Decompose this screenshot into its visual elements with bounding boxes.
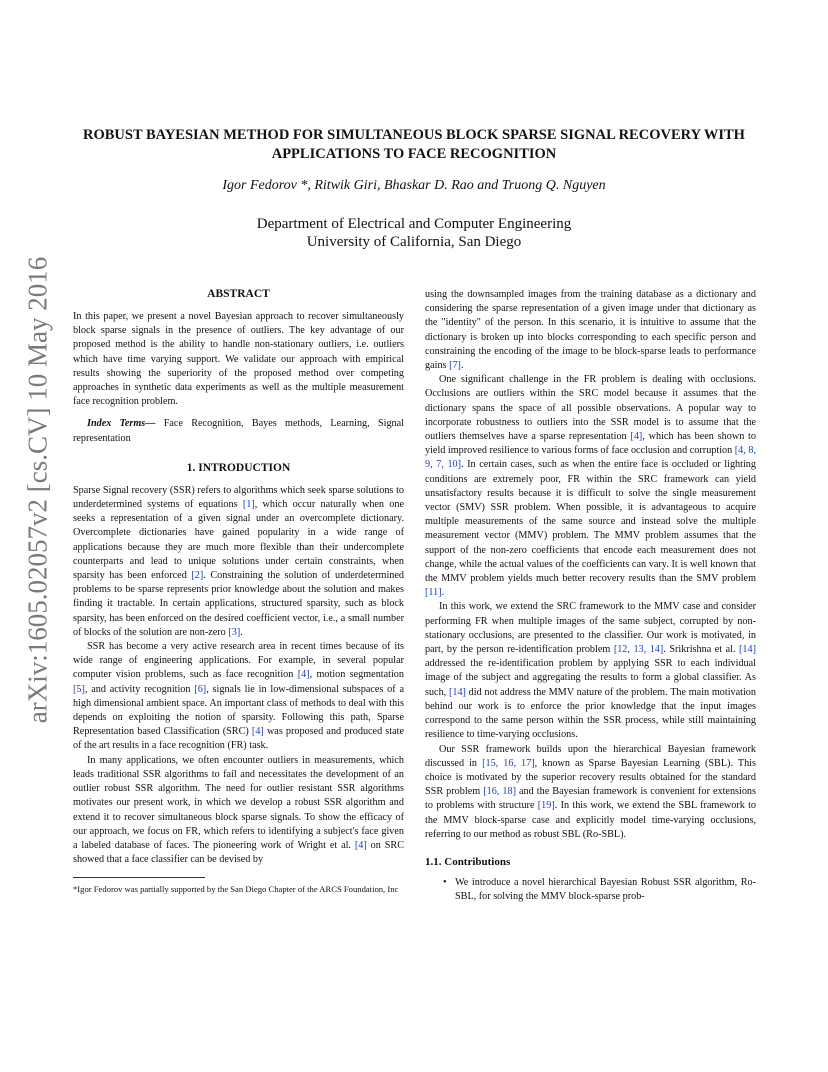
citation-link[interactable]: [3]	[228, 626, 241, 638]
paragraph-text: . In this work, we extend the SBL framework to the MMV block-sparse case and explicitly model time-varying occlusions, referring to our method as robust SBL (Ro-SBL).	[425, 800, 757, 840]
citation-link[interactable]: [14]	[448, 686, 466, 698]
author-list: Igor Fedorov *, Ritwik Giri, Bhaskar D. Rao and Truong Q. Nguyen	[222, 178, 606, 193]
paragraph-text: In this work, we extend the SRC framework to the MMV case and consider performing FR when multiple images of the same subject, corrupted by non-stationary occlusions, are presented to the classifier. Our work is motivated, in part, by the person re-identification problem	[425, 601, 756, 656]
index-terms-text: Face Recognition, Bayes methods, Learning, Signal representation	[73, 418, 404, 444]
affiliation	[80, 215, 748, 251]
list-item	[443, 876, 756, 904]
contribution-text: We introduce a novel hierarchical Bayesian Robust SSR algorithm, Ro-SBL, for solving the MMV block-sparse prob-	[455, 876, 756, 903]
paragraph-text: . Srikrishna et al.	[663, 644, 739, 656]
paragraph-text: .	[441, 587, 445, 599]
paragraph-text: , which occur naturally when one seeks a representation of a given signal under an overcomplete dictionary. Overcomplete dictionaries have gained popularity in a wide range of applications because they are much more flexible than their undercomplete counterparts and lead to unique solutions under certain constraints, when sparsity has been enforced	[73, 499, 404, 582]
paragraph-text: , known as Sparse Bayesian Learning (SBL). This choice is motivated by the superior recovery results obtained for the standard SSR problem	[425, 757, 756, 798]
paragraph-text: addressed the re-identification problem by applying SSR to each individual image of the subject and aggregating the results to form a global classifier. As such,	[425, 658, 756, 698]
intro-paragraph-4	[425, 288, 756, 373]
contributions-heading: 1.1. Contributions	[425, 855, 511, 868]
citation-link[interactable]: [4]	[251, 726, 264, 738]
citation-link[interactable]: [4]	[354, 839, 367, 851]
paragraph-text: and the Bayesian framework is convenient for extensions to problems with structure	[425, 786, 756, 812]
abstract-text: In this paper, we present a novel Bayesian approach to recover simultaneously block sparse signals in the presence of outliers. The key advantage of our proposed method is the ability to handle non-stationary outliers, i.e. outliers which have time varying support. We validate our approach with empirical results showing the superiority of the proposed method over competing approaches in synthetic data experiments as well as the multiple measurement face recognition problem.	[73, 311, 404, 408]
paragraph-text: . Constraining the solution of underdetermined problems to be sparse represents prior knowledge about the solution and makes finding it tractable. In certain applications, structured sparsity, such as block sparsity, has been enforced on the desired coefficient vector, i.e., a small number of blocks of the solution are non-zero	[73, 570, 404, 638]
footnote: *Igor Fedorov was partially supported by the San Diego Chapter of the ARCS Foundation, Inc	[73, 884, 399, 895]
paragraph-text: on SRC showed that a face classifier can be devised by	[73, 839, 404, 866]
arxiv-identifier-stamp	[18, 256, 58, 724]
citation-link[interactable]: [16, 18]	[483, 786, 516, 798]
affiliation-university: University of California, San Diego	[306, 234, 522, 250]
right-column	[425, 288, 756, 904]
citation-link[interactable]: [4]	[297, 669, 310, 681]
citation-link[interactable]: [6]	[194, 683, 207, 695]
paper-title: ROBUST BAYESIAN METHOD FOR SIMULTANEOUS BLOCK SPARSE SIGNAL RECOVERY WITH APPLICATIONS TO FACE RECOGNITION	[83, 127, 745, 162]
intro-paragraph-1	[73, 484, 404, 640]
citation-link[interactable]: [2]	[191, 570, 204, 582]
paragraph-text: , motion segmentation	[309, 669, 404, 681]
intro-paragraph-2	[73, 640, 404, 754]
paragraph-text: , signals lie in low-dimensional subspaces of a high dimensional ambient space. An important class of methods to deal with this depends on exploiting the notion of sparsity. Following this path, Sparse Representation based Classification (SRC)	[73, 683, 404, 738]
introduction-heading: 1. INTRODUCTION	[186, 461, 291, 474]
citation-link[interactable]: [4, 8, 9, 7, 10]	[425, 445, 757, 471]
paragraph-text: using the downsampled images from the training database as a dictionary and considering the sparse representation of a given image under that dictionary as the "identity" of the person. In this scenario, it is intuitive to assume that the dictionary is broken up into blocks corresponding to each specific person and constraining the encoding of the image to be block-sparse leads to performance gains	[425, 289, 756, 372]
paragraph-text: Sparse Signal recovery (SSR) refers to algorithms which seek sparse solutions to underdetermined systems of equations	[73, 484, 404, 511]
paragraph-text: .	[460, 360, 464, 372]
contributions-list	[425, 876, 756, 904]
citation-link[interactable]: [15, 16, 17]	[482, 757, 535, 769]
citation-link[interactable]: [1]	[242, 499, 255, 511]
paragraph-text: Our SSR framework builds upon the hierarchical Bayesian framework discussed in	[425, 743, 756, 769]
citation-link[interactable]: [4]	[630, 431, 643, 443]
abstract-heading: ABSTRACT	[207, 288, 270, 300]
index-terms-label: Index Terms—	[87, 418, 156, 430]
paragraph-text: , which has been shown to yield improved resilience to various forms of face occlusion and corruption	[425, 431, 756, 457]
citation-link[interactable]: [5]	[73, 683, 85, 695]
paragraph-text: SSR has become a very active research area in recent times because of its wide range of engineering applications. For example, in several popular computer vision problems, such as face recognition	[73, 641, 404, 681]
citation-link[interactable]: [14]	[739, 644, 756, 656]
citation-link[interactable]: [12, 13, 14]	[613, 644, 664, 656]
intro-paragraph-3	[73, 754, 404, 868]
index-terms	[73, 417, 404, 445]
intro-paragraph-6	[425, 600, 756, 742]
affiliation-department: Department of Electrical and Computer Engineering	[256, 216, 572, 232]
citation-link[interactable]: [7]	[449, 360, 461, 372]
bullet-icon: •	[443, 876, 447, 888]
paragraph-text: was proposed and produced state of the art results in a face recognition (FR) task.	[73, 726, 404, 752]
citation-link[interactable]: [19]	[537, 800, 555, 812]
paragraph-text: One significant challenge in the FR problem is dealing with occlusions. Occlusions are outliers within the SRC model because it assumes that the dictionary spans the space of all possible observations. A popular way to incorporate robustness to outliers into the SSR model is to assume that the outliers themselves have a sparse representation	[425, 374, 756, 443]
footnote-divider	[73, 877, 205, 878]
paragraph-text: In many applications, we often encounter outliers in measurements, which leads traditional SSR algorithms to fail and necessitates the development of an outlier robust SSR algorithm. The need for outlier resistant SSR algorithms motivates our present work, in which we develop a robust SSR algorithm and extend it to recover simultaneous block sparse signals. To show the efficacy of our approach, we focus on FR, which refers to identifying a subject's face given a labeled database of faces. The pioneering work of Wright et al.	[73, 754, 404, 851]
intro-paragraph-5	[425, 373, 756, 600]
paragraph-text: . In certain cases, such as when the entire face is occluded or lighting conditions are extremely poor, FR within the SRC framework can yield unsatisfactory results because it is difficult to solve the single measurement vector (SMV) SSR problem. When possible, it is advantageous to acquire multiple measurements of the same source and instead solve the multiple measurement vector (MMV) problem. The MMV problem assumes that the support of the non-zero coefficients that encode each measurement does not change, while the actual values of the coefficients can vary. It is well known that the MMV problem yields much better recovery results than the SMV problem	[425, 459, 756, 585]
arxiv-stamp-text: arXiv:1605.02057v2 [cs.CV] 10 May 2016	[22, 256, 53, 724]
left-column	[73, 288, 404, 896]
intro-paragraph-7	[425, 743, 756, 842]
paragraph-text: did not address the MMV nature of the problem. The main motivation behind our work is to enforce the prior knowledge that the input images correspond to the same person within the SSR process, while still maintaining resilience to time-varying occlusions.	[425, 686, 756, 741]
paragraph-text: .	[240, 626, 243, 638]
paragraph-text: , and activity recognition	[84, 683, 195, 695]
citation-link[interactable]: [11]	[425, 587, 442, 599]
